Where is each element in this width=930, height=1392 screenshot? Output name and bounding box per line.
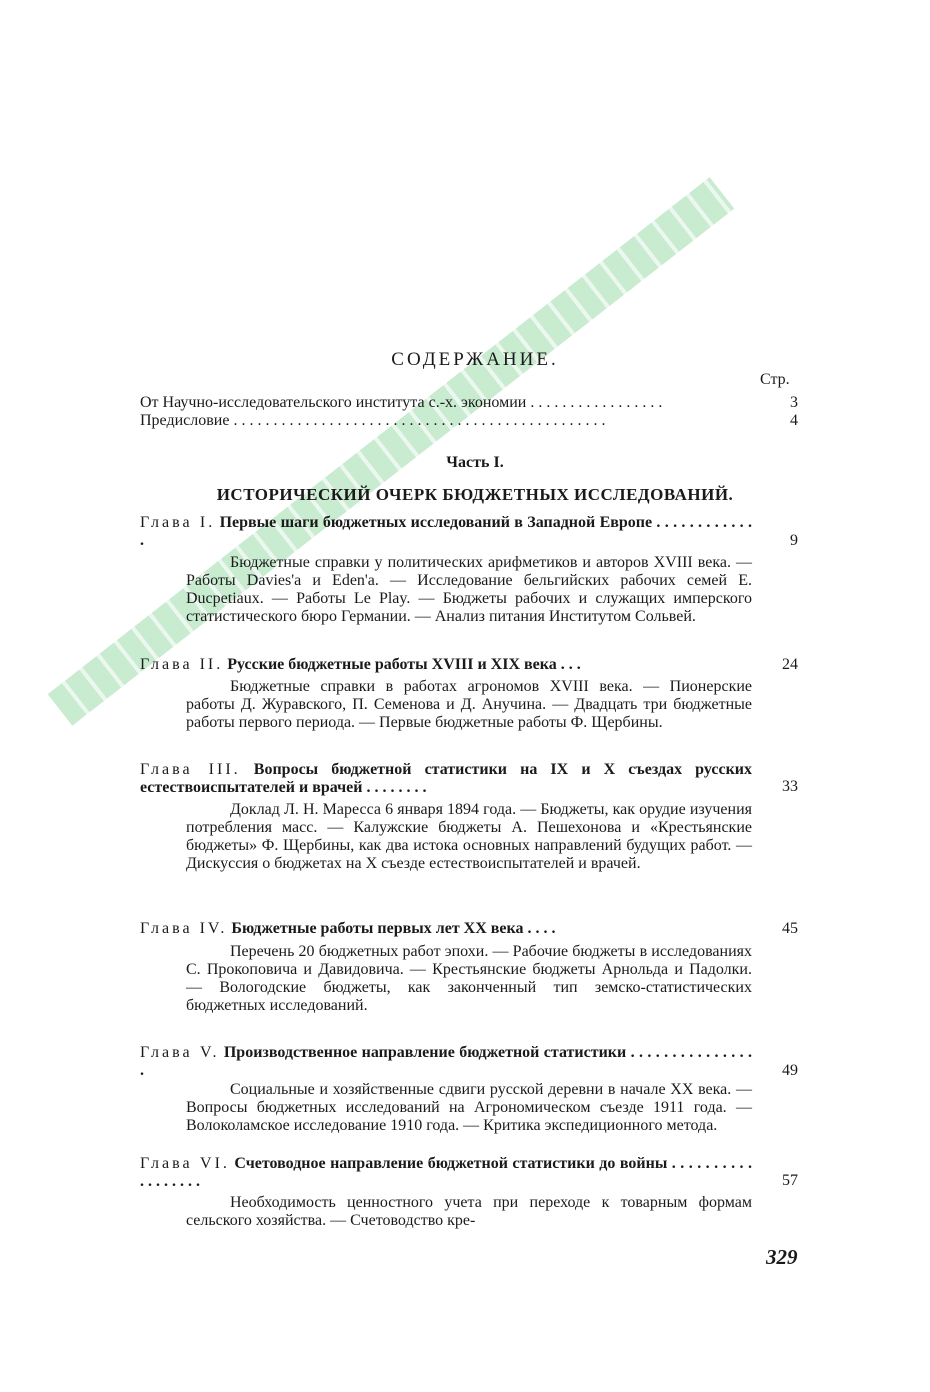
chapter-description: Необходимость ценностного учета при переходе к товарным формам сельского хозяйства. — Счетоводство кре-	[186, 1194, 752, 1229]
front-item: От Научно-исследовательского института с.-х. экономии . . . . . . . . . . . . . . . . .	[140, 394, 663, 411]
chapter-title: Вопросы бюджетной статистики на IX и X съездах русских естествоиспытателей и врачей . . . . . . . .	[140, 761, 753, 796]
contents-title: СОДЕРЖАНИЕ.	[391, 349, 559, 370]
chapter-entry	[140, 920, 752, 938]
chapter-entry	[140, 761, 752, 797]
chapter-label: Глава III.	[140, 761, 241, 778]
chapter-title: Производственное направление бюджетной статистики . . . . . . . . . . . . . . . .	[140, 1044, 753, 1079]
chapter-label: Глава I.	[140, 514, 216, 531]
chapter-page: 49	[782, 1062, 798, 1079]
chapter-description: Бюджетные справки у политических арифметиков и авторов XVIII века. — Работы Davies'a и Eden'a. — Исследование бельгийских рабочих семей E. Ducpetiaux. — Работы Le Play. — Бюджеты рабочих и служащих имперского статистического бюро Германии. — Анализ питания Институтом Сольвей.	[186, 554, 752, 625]
chapter-page: 33	[782, 778, 798, 795]
chapter-title: Бюджетные работы первых лет XX века . . . .	[231, 920, 556, 937]
chapter-title: Русские бюджетные работы XVIII и XIX века . . .	[227, 656, 581, 673]
chapter-label: Глава VI.	[140, 1155, 230, 1172]
chapter-label: Глава V.	[140, 1044, 220, 1061]
chapter-entry	[140, 514, 752, 550]
chapter-entry	[140, 656, 752, 674]
diagonal-watermark	[48, 177, 735, 726]
part-title: Часть I.	[446, 454, 504, 471]
page-number: 329	[766, 1245, 798, 1269]
chapter-label: Глава II.	[140, 656, 224, 673]
front-item-page: 4	[790, 412, 798, 429]
chapter-page: 45	[782, 920, 798, 937]
chapter-description: Перечень 20 бюджетных работ эпохи. — Рабочие бюджеты в исследованиях С. Прокоповича и Давидовича. — Крестьянские бюджеты Арнольда и Падолки. — Вологодские бюджеты, как законченный тип земско-статистических бюджетных исследований.	[186, 943, 752, 1014]
chapter-page: 24	[782, 656, 798, 673]
chapter-label: Глава IV.	[140, 920, 228, 937]
chapter-description: Доклад Л. Н. Маресса 6 января 1894 года. — Бюджеты, как орудие изучения потребления масс. — Калужские бюджеты А. Пешехонова и «Крестьянские бюджеты» Ф. Щербины, как два истока основных направлений будущих работ. — Дискуссия о бюджетах на X съезде естествоиспытателей и врачей.	[186, 801, 752, 872]
chapter-page: 57	[782, 1172, 798, 1189]
chapter-entry	[140, 1155, 752, 1191]
chapter-description: Бюджетные справки в работах агрономов XVIII века. — Пионерские работы Д. Журавского, П. Семенова и Д. Анучина. — Двадцать три бюджетные работы первого периода. — Первые бюджетные работы Ф. Щербины.	[186, 678, 752, 731]
chapter-title: Первые шаги бюджетных исследований в Западной Европе . . . . . . . . . . . . .	[140, 514, 753, 549]
chapter-page: 9	[790, 532, 798, 549]
chapter-title: Счетоводное направление бюджетной статистики до войны . . . . . . . . . . . . . . . . . .	[140, 1155, 752, 1190]
front-item: Предисловие . . . . . . . . . . . . . . . . . . . . . . . . . . . . . . . . . . . . . . . . . . . . . . .	[140, 412, 606, 429]
chapter-description: Социальные и хозяйственные сдвиги русской деревни в начале XX века. — Вопросы бюджетных исследований на Агрономическом съезде 1911 года. — Волоколамское исследование 1910 года. — Критика экспедиционного метода.	[186, 1081, 752, 1134]
front-item-page: 3	[790, 394, 798, 411]
chapter-entry	[140, 1044, 752, 1080]
part-heading: ИСТОРИЧЕСКИЙ ОЧЕРК БЮДЖЕТНЫХ ИССЛЕДОВАНИЙ.	[216, 485, 734, 504]
page-column-label: Стр.	[760, 371, 790, 388]
